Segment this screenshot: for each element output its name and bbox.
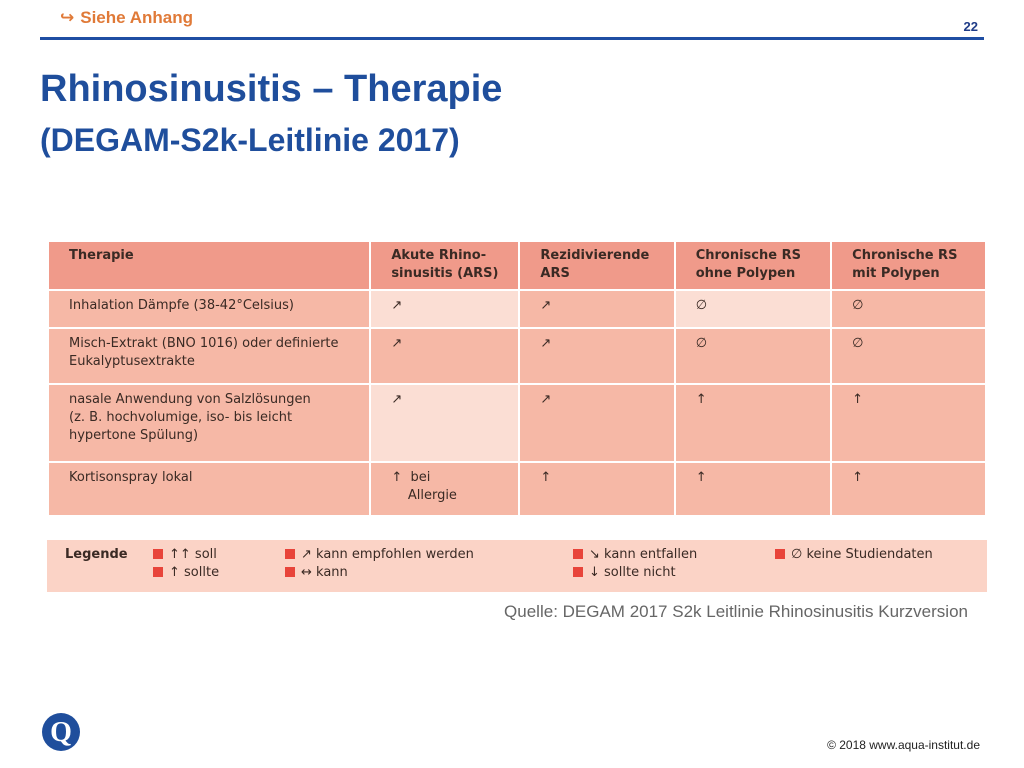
table-row bbox=[48, 290, 986, 328]
legend-item bbox=[285, 546, 474, 564]
therapy-cell bbox=[48, 384, 370, 462]
rating-cell: ↗ bbox=[370, 384, 519, 462]
legend-box bbox=[47, 540, 987, 592]
legend-square-icon bbox=[285, 567, 295, 577]
slide-subtitle: (DEGAM-S2k-Leitlinie 2017) bbox=[40, 122, 460, 158]
therapy-cell bbox=[48, 290, 370, 328]
legend-item-label: ↓ sollte nicht bbox=[589, 565, 676, 580]
legend-square-icon bbox=[573, 549, 583, 559]
therapy-label: Kortisonspray lokal bbox=[69, 470, 193, 485]
siehe-anhang-label: Siehe Anhang bbox=[80, 8, 193, 27]
table-row bbox=[48, 462, 986, 516]
header-rezidivierende-ars: Rezidivierende ARS bbox=[540, 248, 650, 281]
rating-cell: ↗ bbox=[519, 384, 674, 462]
legend-item bbox=[153, 564, 219, 582]
header-chronische-ohne-polypen: Chronische RS ohne Polypen bbox=[695, 248, 801, 281]
rating-cell: ↗ bbox=[519, 328, 674, 384]
legend-item-label: ∅ keine Studiendaten bbox=[791, 547, 933, 562]
therapy-table bbox=[47, 240, 987, 517]
legend-square-icon bbox=[153, 549, 163, 559]
legend-item bbox=[573, 564, 676, 582]
rating-cell: ↗ bbox=[370, 290, 519, 328]
legend-item-label: ↔ kann bbox=[301, 565, 348, 580]
arrow-right-hook-icon: ↪ bbox=[60, 8, 75, 28]
header-ars: Akute Rhino- sinusitis (ARS) bbox=[391, 248, 499, 281]
legend-title: Legende bbox=[65, 547, 128, 562]
therapy-cell bbox=[48, 462, 370, 516]
table-header-cell bbox=[48, 241, 370, 290]
table-row bbox=[48, 328, 986, 384]
slide-title: Rhinosinusitis – Therapie bbox=[40, 68, 503, 110]
legend-square-icon bbox=[285, 549, 295, 559]
rating-cell: ∅ bbox=[675, 290, 831, 328]
table-header-cell bbox=[519, 241, 674, 290]
legend-item bbox=[153, 546, 217, 564]
rating-cell: ∅ bbox=[831, 328, 986, 384]
rating-cell: ↗ bbox=[519, 290, 674, 328]
therapy-label: Misch-Extrakt (BNO 1016) oder definierte Eukalyptusextrakte bbox=[69, 336, 339, 369]
legend-item-label: ↑ sollte bbox=[169, 565, 220, 580]
siehe-anhang-link[interactable] bbox=[60, 8, 193, 28]
therapy-label: nasale Anwendung von Salzlösungen (z. B. hochvolumige, iso- bis leicht hypertone Spülung) bbox=[69, 392, 311, 443]
legend-item-label: ↘ kann entfallen bbox=[589, 547, 698, 562]
legend-square-icon bbox=[573, 567, 583, 577]
legend-item-label: ↗ kann empfohlen werden bbox=[301, 547, 474, 562]
rating-cell: ↑ bbox=[675, 462, 831, 516]
source-citation: Quelle: DEGAM 2017 S2k Leitlinie Rhinosinusitis Kurzversion bbox=[504, 602, 968, 621]
table-header-cell bbox=[675, 241, 831, 290]
therapy-cell bbox=[48, 328, 370, 384]
table-header-cell bbox=[831, 241, 986, 290]
table-row bbox=[48, 384, 986, 462]
legend-item-label: ↑↑ soll bbox=[169, 547, 217, 562]
legend-item bbox=[775, 546, 933, 564]
aqua-logo-icon bbox=[40, 712, 82, 754]
legend-square-icon bbox=[775, 549, 785, 559]
rating-cell: ↑ bbox=[519, 462, 674, 516]
rating-cell: ∅ bbox=[831, 290, 986, 328]
rating-cell bbox=[370, 462, 519, 516]
logo-letter: Q bbox=[50, 717, 72, 748]
table-header-cell bbox=[370, 241, 519, 290]
page-number: 22 bbox=[963, 19, 978, 34]
rating-cell: ∅ bbox=[675, 328, 831, 384]
table-header-row bbox=[48, 241, 986, 290]
therapy-label: Inhalation Dämpfe (38-42°Celsius) bbox=[69, 298, 294, 313]
header-divider bbox=[40, 37, 984, 40]
rating-cell: ↑ bbox=[675, 384, 831, 462]
legend-item bbox=[285, 564, 348, 582]
copyright-notice: © 2018 www.aqua-institut.de bbox=[827, 738, 980, 752]
rating-cell: ↑ bbox=[831, 462, 986, 516]
header-chronische-mit-polypen: Chronische RS mit Polypen bbox=[852, 248, 958, 281]
rating-cell: ↗ bbox=[370, 328, 519, 384]
legend-square-icon bbox=[153, 567, 163, 577]
header-therapie: Therapie bbox=[69, 248, 134, 263]
rating-value: ↑ bei Allergie bbox=[391, 470, 457, 503]
rating-cell: ↑ bbox=[831, 384, 986, 462]
legend-item bbox=[573, 546, 697, 564]
